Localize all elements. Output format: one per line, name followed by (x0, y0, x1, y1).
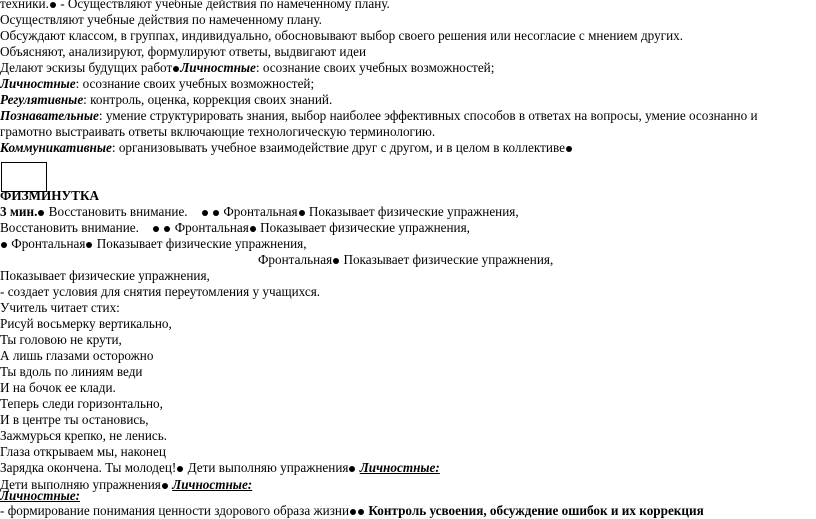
text-line-27: Зарядка окончена. Ты молодец! Дети выполняю упражнения Личностные: (0, 460, 440, 475)
bullet-icon (333, 258, 339, 264)
text-line-8: Познавательные: умение структурировать знания, выбор наиболее эффективных способов в ответах на вопросы, умение осознанно и грамотно выстраивать ответы включающие технологическую терминологию. (0, 108, 758, 139)
bullet-icon (162, 483, 168, 489)
text-line-1: техники. - Осуществляют учебные действия по намеченному плану. (0, 0, 390, 11)
poem-line: Ты вдоль по линиям веди (0, 364, 143, 379)
text-line-9: Коммуникативные: организовывать учебное взаимодействие друг с другом, и в целом в коллективе (0, 140, 573, 156)
poem-line: Теперь следи горизонтально, (0, 396, 163, 411)
section-heading: ФИЗМИНУТКА (0, 188, 100, 203)
bullet-icon (50, 2, 56, 8)
text-line-11: 3 мин. Восстановить внимание. Фронтальная Показывает физические упражнения, (0, 204, 519, 219)
text-line-16: - создает условия для снятия переутомления у учащихся. (0, 284, 321, 299)
bullet-icon (349, 466, 355, 472)
text-line-29: Личностные: (0, 488, 81, 503)
poem-line: И на бочок ее клади. (0, 380, 116, 395)
text-line-7: Регулятивные: контроль, оценка, коррекция своих знаний. (0, 92, 333, 107)
text-line-12: Восстановить внимание. Фронтальная Показывает физические упражнения, (0, 220, 470, 235)
bullet-icon (213, 210, 219, 216)
poem-line: Зажмурься крепко, не ленись. (0, 428, 168, 443)
text-line-6: Личностные: осознание своих учебных возможностей; (0, 76, 315, 91)
bullet-icon (164, 226, 170, 232)
bullet-icon (358, 509, 364, 515)
poem-line: Ты головою не крути, (0, 332, 122, 347)
bullet-icon (1, 242, 7, 248)
text-line-14: Фронтальная Показывает физические упражнения, (258, 252, 554, 267)
bullet-icon (153, 226, 159, 232)
text-line-15: Показывает физические упражнения, (0, 268, 210, 283)
text-line-17: Учитель читает стих: (0, 300, 120, 315)
bullet-icon (38, 210, 44, 216)
bullet-icon (202, 210, 208, 216)
poem-line: Глаза открываем мы, наконец (0, 444, 166, 459)
poem-line: И в центре ты остановись, (0, 412, 149, 427)
poem-line: А лишь глазами осторожно (0, 348, 154, 363)
bullet-icon (173, 66, 179, 72)
bullet-icon (250, 226, 256, 232)
bullet-icon (350, 509, 356, 515)
text-line-3: Обсуждают классом, в группах, индивидуально, обосновывают выбор своего решения или несогласие с мнением других. (0, 28, 684, 43)
bullet-icon (566, 146, 572, 152)
text-line-5: Делают эскизы будущих работ Личностные: осознание своих учебных возможностей; (0, 60, 495, 75)
text-line-28: Дети выполняю упражнения Личностные: (0, 477, 253, 492)
text-line-13: Фронтальная Показывает физические упражнения, (0, 236, 307, 252)
bullet-icon (299, 210, 305, 216)
text-line-2: Осуществляют учебные действия по намеченному плану. (0, 12, 322, 27)
text-line-30: - формирование понимания ценности здорового образа жизни Контроль усвоения, обсуждение ошибок и их коррекция (0, 503, 704, 518)
bullet-icon (177, 466, 183, 472)
bullet-icon (86, 242, 92, 248)
text-line-4: Объясняют, анализируют, формулируют ответы, выдвигают идеи (0, 44, 367, 59)
poem-line: Рисуй восьмерку вертикально, (0, 316, 172, 331)
